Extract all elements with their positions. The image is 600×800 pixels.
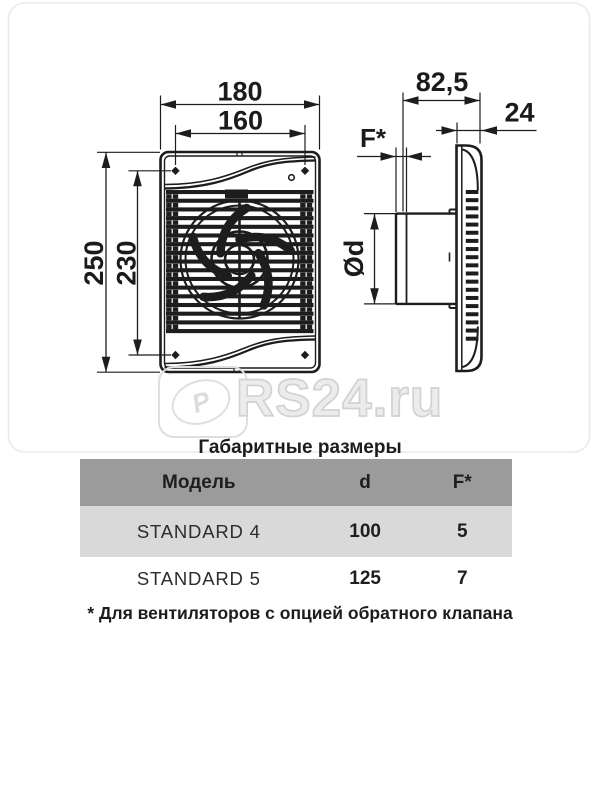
d-value: 125 [349,567,381,589]
column-header-model: Модель [162,471,236,493]
column-header-d: d [359,471,371,493]
dim-label-height: 250 [79,240,109,286]
dimensions-table [80,459,512,600]
table-row [80,557,512,600]
table-row [80,506,512,557]
d-value: 100 [349,520,381,542]
dim-label-depth: 82,5 [415,67,469,97]
model-name: STANDARD 4 [136,520,261,542]
table-header-row [80,459,512,506]
footnote: * Для вентиляторов с опцией обратного клапана [87,603,513,623]
column-header-f: F* [452,471,472,493]
watermark-logo-oval [166,372,237,432]
dim-label-duct-diameter: Ød [339,239,369,278]
grille-latch [225,190,248,199]
dim-label-valve-offset: F* [360,123,386,153]
watermark-logo [158,366,248,438]
dim-label-hole-spacing: 160 [217,105,264,136]
dim-label-front-thickness: 24 [504,97,535,128]
watermark-logo-letter: Р [187,384,214,419]
f-value: 5 [457,520,468,542]
section-title: Габаритные размеры [198,437,402,458]
f-value: 7 [457,567,468,589]
dim-label-hole-spacing-vertical: 230 [111,240,142,286]
dim-label-width: 180 [217,76,263,107]
watermark-text: RS24.ru [236,369,444,428]
indicator-hole [289,175,295,181]
model-name: STANDARD 5 [136,567,261,589]
